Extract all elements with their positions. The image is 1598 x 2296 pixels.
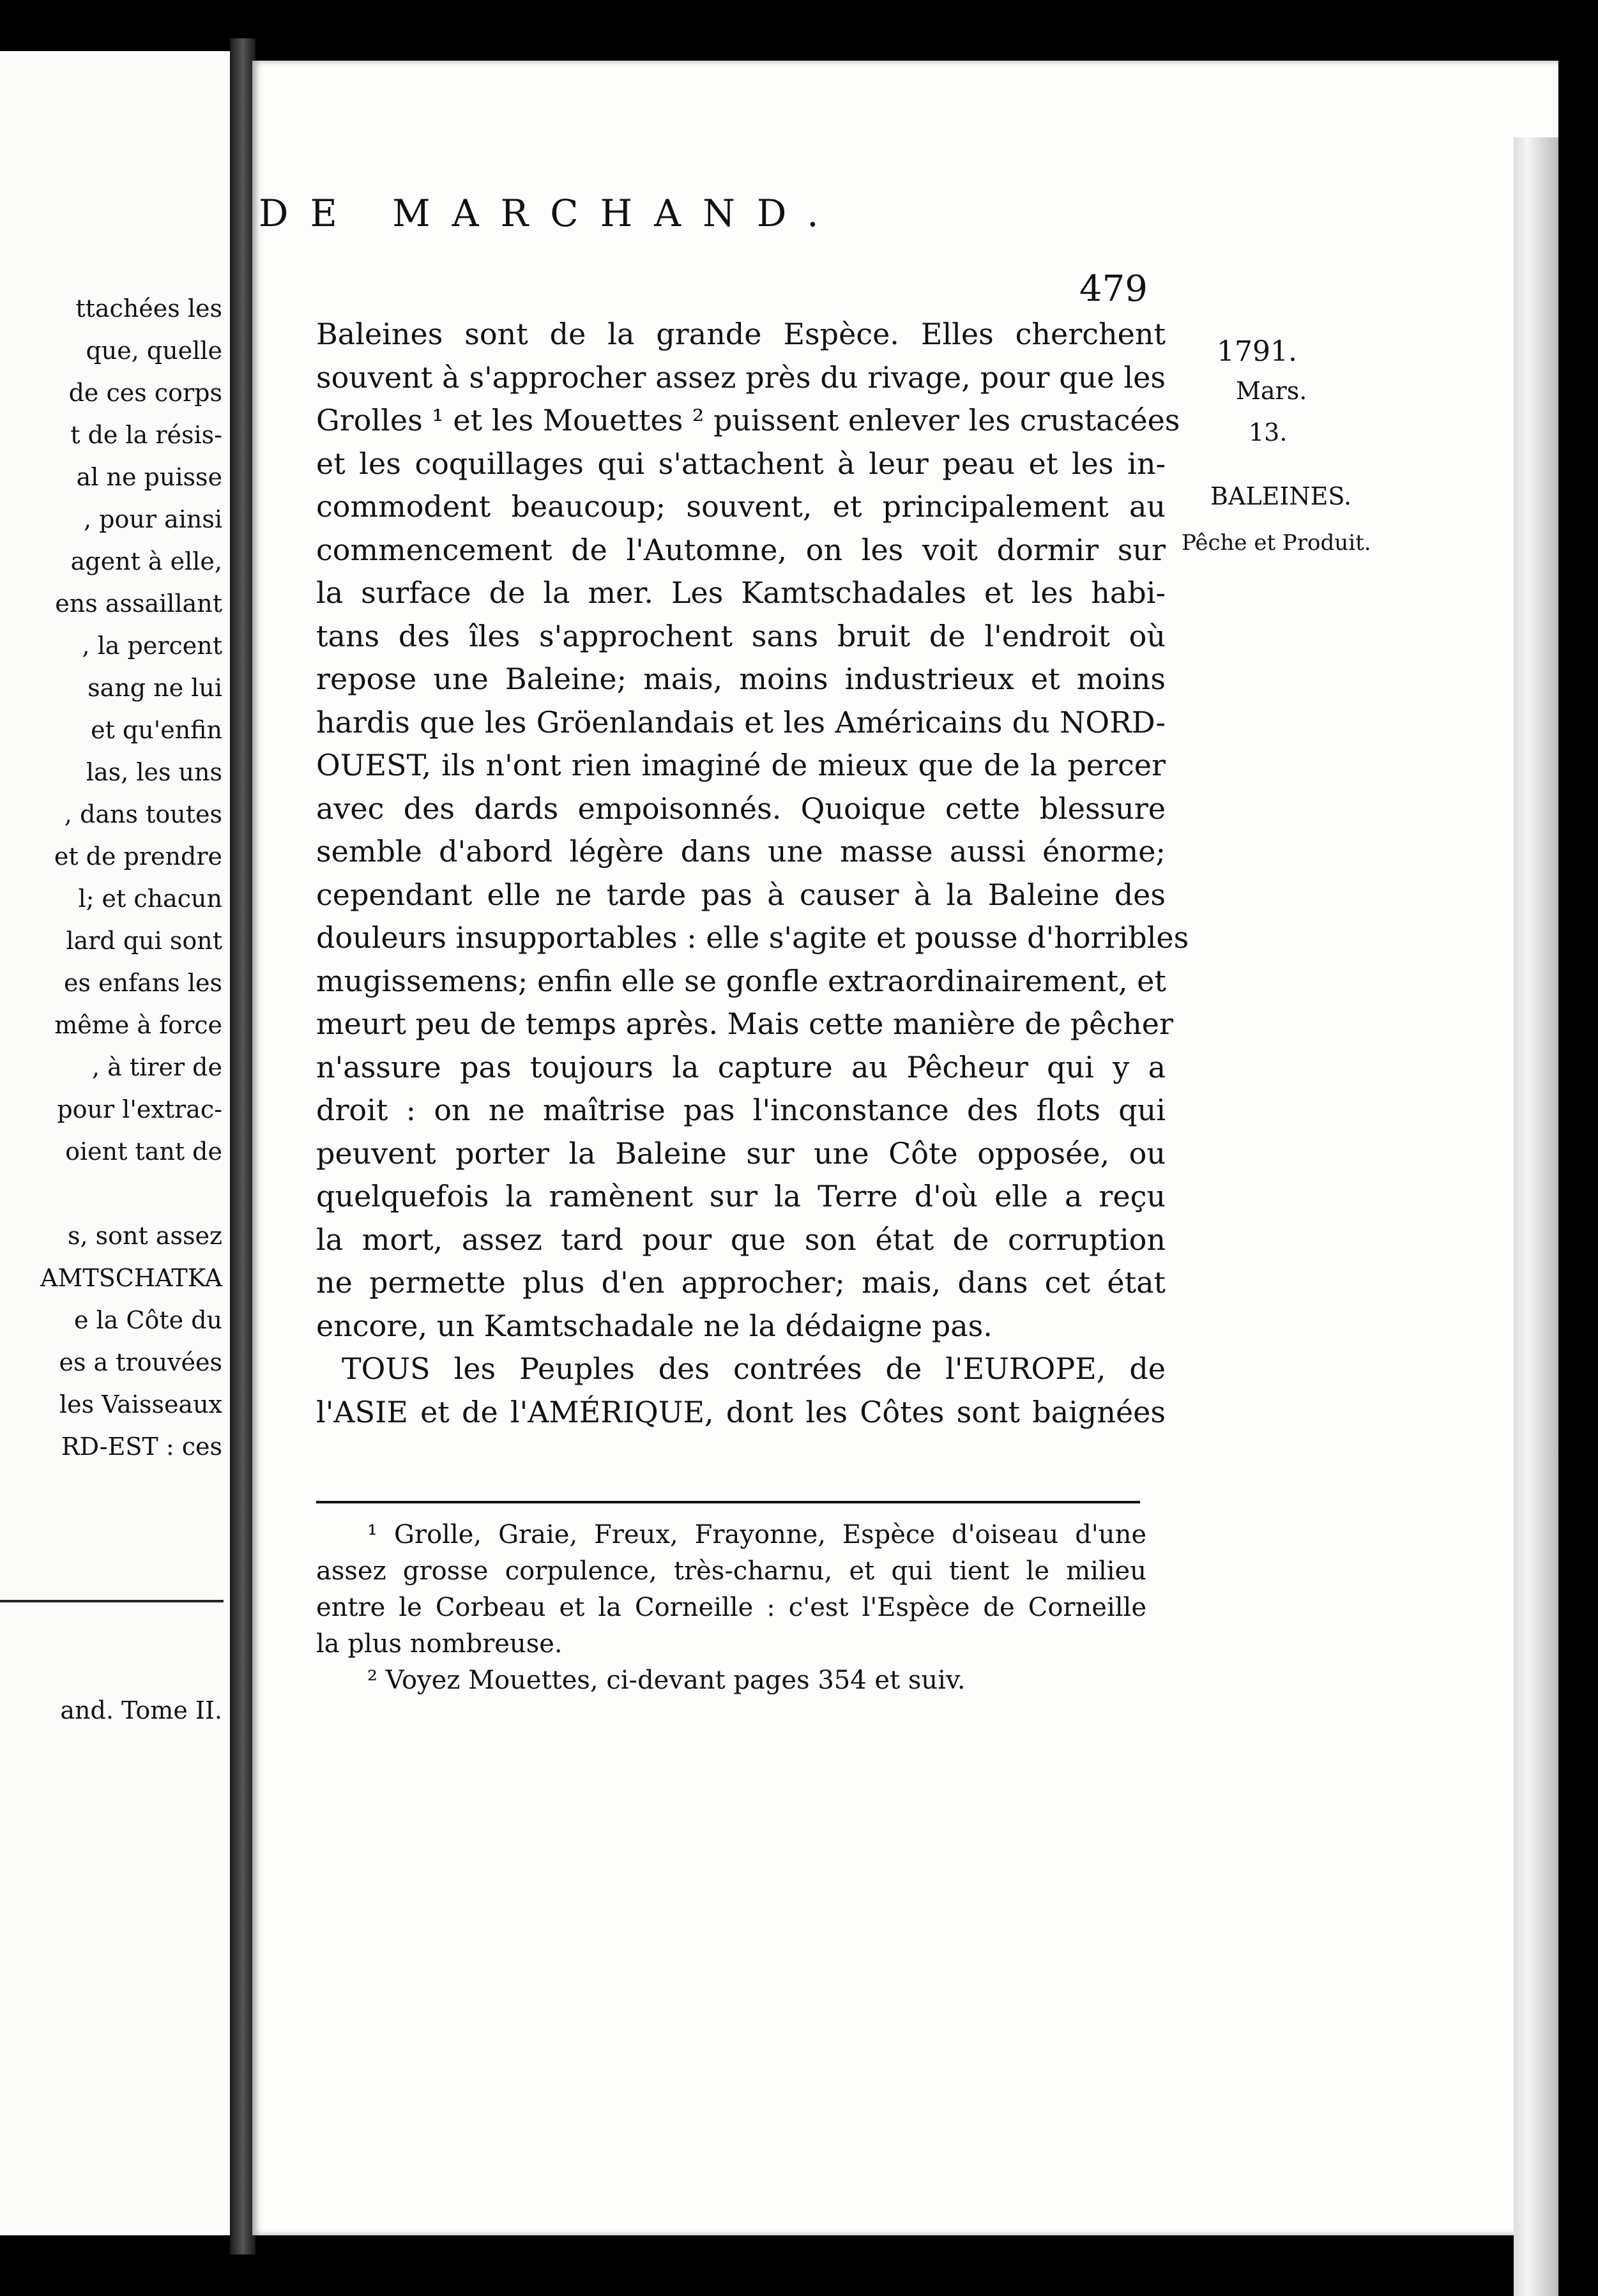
text-line: cependant elle ne tarde pas à causer à la Baleine des bbox=[316, 877, 1166, 912]
body-text bbox=[316, 313, 1189, 1434]
left-page-line: RD-EST : ces bbox=[61, 1433, 222, 1461]
left-page-line: , à tirer de bbox=[91, 1053, 222, 1081]
text-line: semble d'abord légère dans une masse aussi énorme; bbox=[316, 834, 1166, 869]
text-line: et les coquillages qui s'attachent à leur peau et les in- bbox=[316, 446, 1166, 481]
margin-subtopic: Pêche et Produit. bbox=[1182, 530, 1371, 556]
text-line: commodent beaucoup; souvent, et principalement au bbox=[316, 489, 1166, 524]
text-line: encore, un Kamtschadale ne la dédaigne pas. bbox=[316, 1308, 993, 1343]
footnote-line: ² Voyez Mouettes, ci-devant pages 354 et suiv. bbox=[367, 1666, 966, 1695]
left-page-line: , pour ainsi bbox=[83, 505, 222, 533]
book-gutter bbox=[230, 38, 255, 2254]
text-line: hardis que les Gröenlandais et les Américains du NORD- bbox=[316, 704, 1166, 740]
text-line: quelquefois la ramènent sur la Terre d'où elle a reçu bbox=[316, 1179, 1166, 1213]
page-number: 479 bbox=[1079, 268, 1148, 310]
left-page-line: que, quelle bbox=[86, 337, 222, 365]
text-line: commencement de l'Automne, on les voit dormir sur bbox=[316, 532, 1166, 567]
left-page-line: et de prendre bbox=[54, 842, 222, 871]
margin-month: Mars. bbox=[1236, 377, 1307, 405]
left-page-line: même à force bbox=[54, 1011, 222, 1039]
text-line: Baleines sont de la grande Espèce. Elles cherchent bbox=[316, 317, 1166, 351]
left-page-line: les Vaisseaux bbox=[59, 1390, 222, 1418]
left-page-line: , la percent bbox=[82, 632, 222, 660]
text-line: OUEST, ils n'ont rien imaginé de mieux que de la percer bbox=[316, 748, 1166, 782]
text-line: meurt peu de temps après. Mais cette manière de pêcher bbox=[316, 1007, 1173, 1041]
left-page-line: las, les uns bbox=[86, 758, 222, 786]
text-line: peuvent porter la Baleine sur une Côte opposée, ou bbox=[316, 1136, 1166, 1171]
text-line: tans des îles s'approchent sans bruit de l'endroit où bbox=[316, 618, 1166, 653]
text-line: n'assure pas toujours la capture au Pêcheur qui y a bbox=[316, 1049, 1166, 1084]
left-page-line: es a trouvées bbox=[59, 1348, 222, 1376]
text-line: l'ASIE et de l'AMÉRIQUE, dont les Côtes sont baignées bbox=[316, 1394, 1166, 1429]
left-page-line: et qu'enfin bbox=[91, 716, 222, 744]
left-page-line: s, sont assez bbox=[67, 1222, 222, 1250]
margin-topic: BALEINES. bbox=[1210, 482, 1352, 510]
left-page-line: ttachées les bbox=[75, 294, 222, 323]
text-line: ne permette plus d'en approcher; mais, dans cet état bbox=[316, 1265, 1166, 1300]
text-line: la mort, assez tard pour que son état de corruption bbox=[316, 1222, 1166, 1257]
page-edge bbox=[1514, 137, 1558, 2296]
margin-day: 13. bbox=[1249, 418, 1288, 446]
text-line: souvent à s'approcher assez près du rivage, pour que les bbox=[316, 360, 1166, 395]
left-page-line: lard qui sont bbox=[66, 927, 222, 955]
text-line: douleurs insupportables : elle s'agite et pousse d'horribles bbox=[316, 920, 1189, 955]
footnote-line: entre le Corbeau et la Corneille : c'est l'Espèce de Corneille bbox=[316, 1593, 1146, 1622]
footnotes bbox=[316, 1517, 1146, 1699]
running-head: DE MARCHAND. bbox=[259, 192, 841, 235]
left-page-line: l; et chacun bbox=[78, 885, 222, 913]
left-page-line: AMTSCHATKA bbox=[40, 1264, 222, 1292]
footnote-line: la plus nombreuse. bbox=[316, 1629, 563, 1659]
left-page-line: t de la résis- bbox=[70, 421, 222, 449]
left-page-line: oient tant de bbox=[65, 1137, 222, 1166]
left-page-line: es enfans les bbox=[64, 969, 222, 997]
left-page-line: e la Côte du bbox=[73, 1306, 222, 1334]
footnote-rule bbox=[316, 1501, 1140, 1503]
text-line: avec des dards empoisonnés. Quoique cette blessure bbox=[316, 791, 1166, 826]
footnote-line: ¹ Grolle, Graie, Freux, Frayonne, Espèce d'oiseau d'une bbox=[367, 1520, 1146, 1549]
left-page-line: de ces corps bbox=[68, 379, 222, 407]
text-line: repose une Baleine; mais, moins industrieux et moins bbox=[316, 662, 1166, 696]
footnote-line: assez grosse corpulence, très-charnu, et qui tient le milieu bbox=[316, 1556, 1146, 1586]
left-page-line: , dans toutes bbox=[64, 800, 222, 828]
left-page-footer: and. Tome II. bbox=[60, 1696, 222, 1724]
text-line: TOUS les Peuples des contrées de l'EUROPE, de bbox=[342, 1351, 1166, 1386]
text-line: mugissemens; enfin elle se gonfle extraordinairement, et bbox=[316, 963, 1166, 998]
margin-year: 1791. bbox=[1217, 335, 1297, 368]
left-page-line: pour l'extrac- bbox=[57, 1095, 222, 1123]
left-page-line: ens assaillant bbox=[55, 589, 222, 618]
text-line: Grolles ¹ et les Mouettes ² puissent enlever les crustacées bbox=[316, 403, 1180, 437]
left-footnote-rule bbox=[0, 1600, 224, 1602]
text-line: droit : on ne maîtrise pas l'inconstance des flots qui bbox=[316, 1093, 1166, 1127]
text-line: la surface de la mer. Les Kamtschadales et les habi- bbox=[316, 575, 1166, 610]
left-page bbox=[0, 51, 234, 2235]
left-page-line: sang ne lui bbox=[88, 674, 222, 702]
left-page-line: agent à elle, bbox=[70, 547, 222, 575]
left-page-line: al ne puisse bbox=[76, 463, 222, 491]
